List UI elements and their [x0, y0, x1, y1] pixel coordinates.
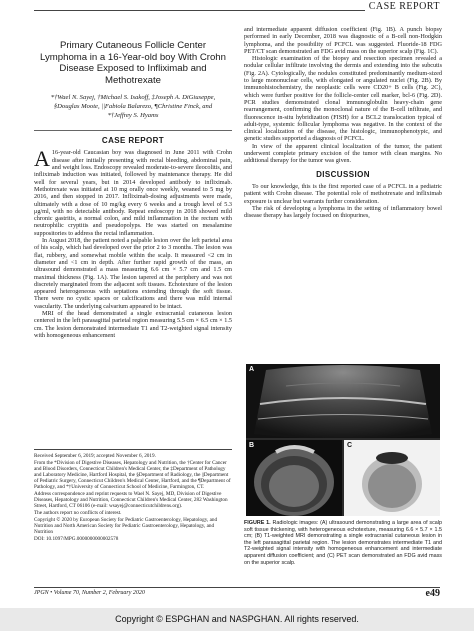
right-paragraph-1: and intermediate apparent diffusion coefficient (Fig. 1B). A punch biopsy performed in early December, 2018 was diagnostic of a B-cell non-Hodgkin lymphoma, and the possibility of PCFCL was suggested. Fluoride-18 FDG PET/CT scan demonstrated an FDG avid mass on the superior scalp (Fig. 1C).	[244, 26, 442, 55]
journal-citation: JPGN • Volume 70, Number 2, February 2020	[34, 590, 145, 596]
conflicts-note: The authors report no conflicts of interest.	[34, 510, 122, 516]
figure-panel-c-pet	[344, 440, 440, 516]
mri-image	[246, 440, 342, 516]
case-report-paragraph-1-text: 16-year-old Caucasian boy was diagnosed in June 2011 with Crohn disease after initially presenting with rectal bleeding, abdominal pain, and weight loss. Endoscopy revealed moderate-to-severe ileocolitis, and infliximab induction was initiated, followed by maintenance therapy. He did well for several years, but in 2014 developed antibody to infliximab. Methotrexate was initiated at 10 mg orally once weekly, weaned to 5 mg by 2016, and then stopped in 2017. Infliximab-dosing adjustments were made, ultimately with a dose of 10 mg/kg every 6 weeks and a trough level of 5.3 μg/ml, with no detectable antibody. Repeat endoscopy in 2018 showed mild chronic gastritis, a normal colon, and mild inflammation in the rectum with neutrophilic cryptitis and pseudopolyps. He was started on mesalamine suppositories to address the rectal inflammation.	[34, 149, 232, 237]
case-report-paragraph-2: In August 2018, the patient noted a palpable lesion over the left parietal area of his scalp, which had developed over the prior 2 to 3 months. The lesion was flat, rubbery, and somewhat mobile within the scalp. It measured <2 cm in diameter and <1 cm in depth. After further rapid growth of the mass, an ultrasound demonstrated a mass measuring 6.6 cm × 5.7 cm and 1.5 cm maximal thickness (Fig. 1A). The lesion tapered at the periphery and was not discretely marginated from the adjacent soft tissues. Echotexture of the lesion appeared heterogeneous with septations extending through the soft tissue. There were no cystic spaces or calcifications and there was mild internal vascularity. The underlying calvarium appeared to be intact.	[34, 237, 232, 310]
figure-caption-label: FIGURE 1.	[244, 520, 271, 526]
discussion-paragraph-1: To our knowledge, this is the first reported case of a PCFCL in a pediatric patient with Crohn disease. The potential role of methotrexate and infliximab exposure is unclear but warrants further consideration.	[244, 182, 442, 205]
page-number: e49	[425, 588, 440, 599]
left-column	[34, 26, 232, 339]
figure-panel-a-ultrasound	[246, 364, 440, 438]
case-report-paragraph-1	[34, 146, 232, 237]
doi-note: DOI: 10.1097/MPG.0000000000002578	[34, 535, 119, 542]
panel-label-c: C	[347, 442, 353, 449]
right-paragraph-3: In view of the apparent clinical localization of the tumor, the patient underwent complete primary excision of the tumor with clean margins. No additional therapy for the tumor was given.	[244, 142, 442, 165]
drop-cap: A	[34, 146, 50, 172]
discussion-paragraph-2: The risk of developing a lymphoma in the setting of inflammatory bowel disease therapy has largely focused on thiopurines,	[244, 204, 442, 220]
figure-caption	[244, 520, 442, 566]
panel-label-b: B	[249, 442, 255, 449]
discussion-heading: DISCUSSION	[316, 169, 370, 179]
running-head: CASE REPORT	[365, 1, 440, 12]
right-column	[244, 26, 442, 219]
pet-image	[344, 440, 440, 516]
received-note: Received September 6, 2019; accepted November 6, 2019.	[34, 453, 156, 459]
case-report-paragraph-3: MRI of the head demonstrated a single extracranial cutaneous lesion centered in the left parasagittal parietal region measuring 5.5 cm × 6.5 cm × 1.5 cm. The lesion demonstrated intermediate T1 and T2-weighted signal intensity with homogeneous enhancement	[34, 309, 232, 339]
author-list: *†Wael N. Sayej, †Michael S. Isakoff, ‡Joseph A. DiGiuseppe, §Douglas Moote, ||Fabiola Balarezo, ¶Christine Finck, and *†Jeffrey S. Hyams	[50, 94, 216, 119]
correspondence-note: Address correspondence and reprint requests to Wael N. Sayej, MD, Division of Digestive Diseases, Hepatology and Nutrition, Connecticut Children's Medical Center, 282 Washington Street, Hartford, CT 06106 (e-mail: wsayej@connecticutchildrens.org).	[34, 491, 228, 510]
figure-caption-text: Radiologic images: (A) ultrasound demonstrating a large area of scalp soft tissue thickening, with heterogeneous echotexture, measuring 6.6 × 5.7 × 1.5 cm; (B) T1-weighted MRI demonstrating a single extracranial cutaneous lesion in the left parasagittal parietal region. The lesion demonstrates intermediate T1 and T2-weighted signal intensity with homogeneous enhancement and intermediate apparent diffusion coefficient; and (C) PET scan demonstrated an FDG avid mass on the superior scalp.	[244, 520, 442, 566]
panel-label-a: A	[249, 366, 255, 373]
copyright-banner: Copyright © ESPGHAN and NASPGHAN. All rights reserved.	[0, 608, 474, 631]
copyright-note: Copyright © 2020 by European Society for Pediatric Gastroenterology, Hepatology, and Nutrition and North American Society for Pediatric Gastroenterology, Hepatology, and Nutrition	[34, 516, 218, 535]
article-title: Primary Cutaneous Follicle Center Lymphoma in a 16-Year-old boy With Crohn Disease Exposed to Infliximab and Methotrexate	[40, 40, 226, 86]
figure-panel-b-mri	[246, 440, 342, 516]
article-notes	[34, 449, 232, 542]
right-paragraph-2: Histologic examination of the biopsy and resection specimen revealed a nodular cellular infiltrate involving the dermis and extending into the subcutis (Fig. 2A). Cytologically, the nodules constituted predominantly medium-sized to large mononuclear cells, with elongated or angulated nuclei (Fig. 2B). By immunohistochemistry, the neoplastic cells were CD20+ B cells (Fig. 2C), which were further positive for the follicle-center cell marker, bcl-6 (Fig. 2D). PCR studies demonstrated clonal immunoglobulin heavy-chain gene rearrangement, confirming the monoclonal nature of the B-cell infiltrate, and fluorescence in-situ hybridization (FISH) for a BCL2 translocation typical of adult-type, systemic follicular lymphoma was negative. In the context of the clinical localization of the disease, the histologic, immunophenotypic, and genetic studies supported a diagnosis of PCFCL.	[244, 55, 442, 143]
ultrasound-image	[246, 364, 440, 438]
section-rule	[34, 130, 232, 131]
figure-1	[246, 364, 440, 516]
footer-rule	[34, 587, 440, 588]
affiliations-note: From the *Division of Digestive Diseases, Hepatology and Nutrition, the †Center for Cancer and Blood Disorders, Connecticut Children's Medical Center, the ‡Department of Pathology and Laboratory Medicine, Hartford Hospital, the §Department of Radiology, the ||Department of Pediatric Surgery, Connecticut Children's Medical Center, Hartford, and the ¶Department of Pathology, and *†University of Connecticut School of Medicine, Farmington, CT.	[34, 459, 231, 491]
case-report-heading: CASE REPORT	[101, 136, 165, 146]
